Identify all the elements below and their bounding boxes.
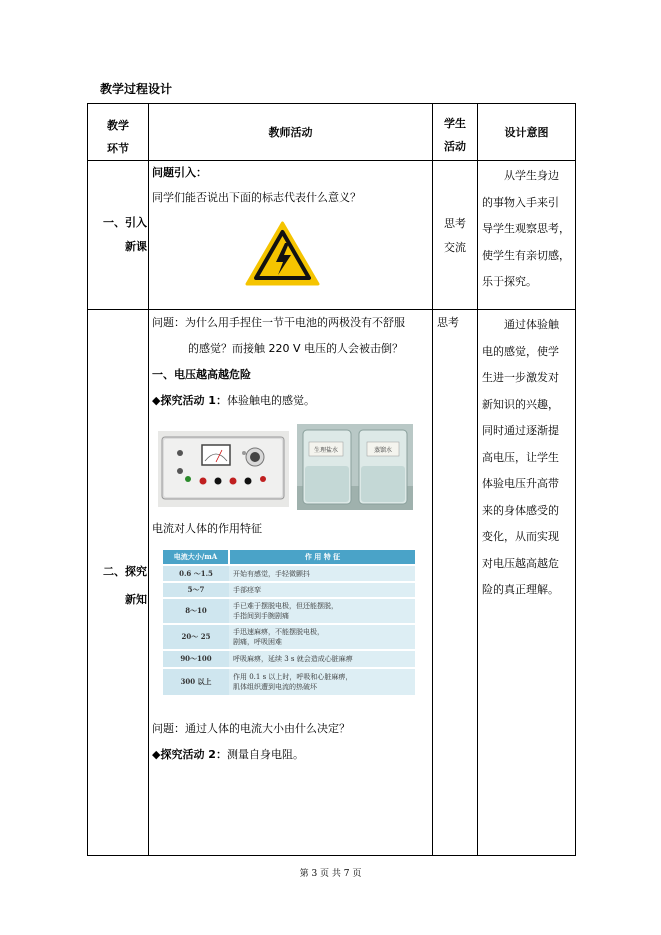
header-student-activity: 学生 活动: [444, 117, 466, 153]
row2-question-1: 问题：为什么用手捏住一节干电池的两极没有不舒服 的感觉？而接触 220 V 电压的人会被击倒？: [152, 316, 405, 355]
current-effect-table: [163, 550, 415, 695]
row2-design-intent: 通过体验触 电的感觉，使学 生进一步激发对 新知识的兴趣， 同时通过逐渐提 高电压，让学生 体验电压升高带 来的身体感受的 变化，从而实现 对电压越高越危 险的真正理解。: [482, 318, 559, 596]
row2-question-2: 问题：通过人体的电流大小由什么决定？: [152, 722, 350, 735]
current-table-header-range: 电流大小/mA: [163, 550, 229, 565]
row2-segment: 二、探究 新知: [103, 565, 147, 606]
row1-question-label: 问题引入：: [152, 166, 207, 179]
current-table-caption: 电流对人体的作用特征: [152, 522, 262, 535]
high-voltage-warning-icon: [245, 221, 320, 287]
activity-2: ◆探究活动 2：测量自身电阻。: [152, 748, 304, 761]
table-row: 90～100 呼吸麻痹，延续 3 s 就会造成心脏麻痹: [163, 650, 415, 668]
activity-1: ◆探究活动 1：体验触电的感觉。: [152, 394, 315, 407]
row1-student-activity: 思考 交流: [444, 217, 466, 254]
header-teacher-activity: 教师活动: [268, 126, 313, 139]
beaker-label-right: 蒸馏水: [373, 447, 393, 454]
row2-student-activity: 思考: [437, 316, 459, 329]
page-footer: 第 3 页 共 7 页: [299, 869, 362, 879]
row1-segment: 一、引入 新课: [103, 216, 147, 253]
table-row: 0.6 ～1.5 开始有感觉，手轻微颤抖: [163, 565, 415, 582]
section-title: 一、电压越高越危险: [152, 368, 251, 381]
table-row: 8～10 手已难于摆脱电极，但还能摆脱， 手指间到手腕剧痛: [163, 598, 415, 624]
row1-design-intent: 从学生身边 的事物入手来引 导学生观察思考， 使学生有亲切感， 乐于探究。: [482, 169, 570, 288]
table-row: 300 以上 作用 0.1 s 以上时，呼吸和心脏麻痹， 肌体组织遭到电流的热破坏: [163, 668, 415, 695]
beaker-label-left: 生理盐水: [313, 447, 339, 454]
table-row: 20～ 25 手迅速麻痹，不能摆脱电极， 剧痛，呼吸困难: [163, 624, 415, 650]
voltage-source-photo: [158, 431, 289, 507]
table-row: 5～7 手部痉挛: [163, 582, 415, 598]
page-heading: 教学过程设计: [100, 82, 173, 96]
header-segment: 教学 环节: [107, 119, 129, 155]
row1-question-text: 同学们能否说出下面的标志代表什么意义？: [152, 191, 361, 204]
header-design-intent: 设计意图: [504, 126, 549, 139]
beakers-photo: [297, 424, 413, 510]
current-table-header-effect: 作 用 特 征: [229, 550, 415, 565]
